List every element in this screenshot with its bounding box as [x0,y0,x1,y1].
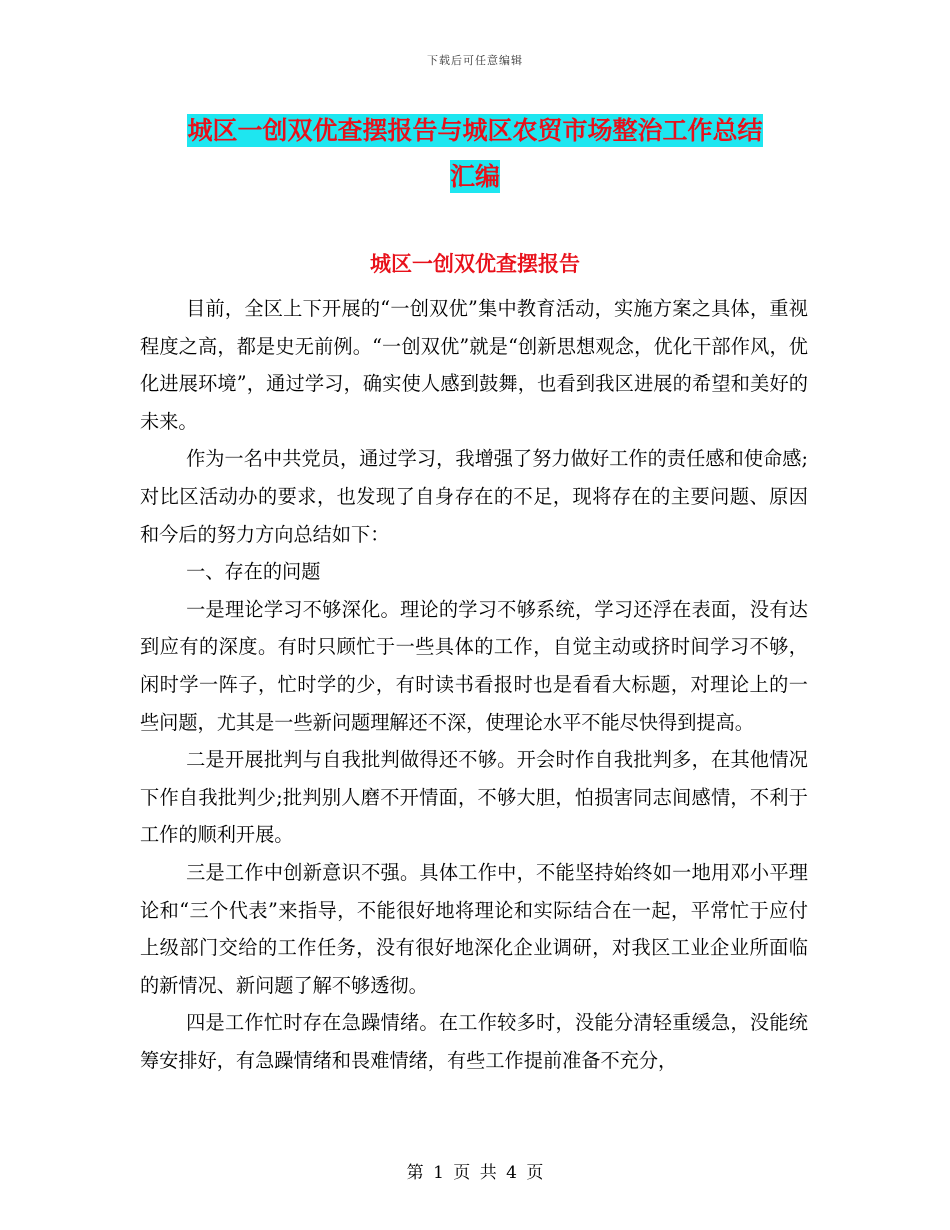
document-title [140,108,810,200]
document-body [140,290,808,1079]
paragraph-intro: 目前，全区上下开展的“一创双优”集中教育活动，实施方案之具体，重视程度之高，都是史无前例。“一创双优”就是“创新思想观念，优化干部作风，优化进展环境”，通过学习，确实使人感到鼓舞，也看到我区进展的希望和美好的未来。 [140,297,808,433]
document-title-line-2: 汇编 [449,162,500,191]
document-title-line-1: 城区一创双优查摆报告与城区农贸市场整治工作总结 [187,116,763,145]
paragraph-problem-2: 二是开展批判与自我批判做得还不够。开会时作自我批判多，在其他情况下作自我批判少;批判别人磨不开情面，不够大胆，怕损害同志间感情，不利于工作的顺利开展。 [140,748,808,847]
paragraph-problem-3: 三是工作中创新意识不强。具体工作中，不能坚持始终如一地用邓小平理论和“三个代表”来指导，不能很好地将理论和实际结合在一起，平常忙于应付上级部门交给的工作任务，没有很好地深化企业调研，对我区工业企业所面临的新情况、新问题了解不够透彻。 [140,860,808,997]
paragraph-heading-problems: 一、存在的问题 [186,560,321,584]
page-number: 第 1 页 共 4 页 [406,1163,544,1183]
section-title: 城区一创双优查摆报告 [370,251,580,276]
page-header-note: 下载后可任意编辑 [427,54,523,67]
paragraph-problem-4: 四是工作忙时存在急躁情绪。在工作较多时，没能分清轻重缓急，没能统筹安排好，有急躁情绪和畏难情绪，有些工作提前准备不充分， [140,1011,808,1072]
paragraph-purpose: 作为一名中共党员，通过学习，我增强了努力做好工作的责任感和使命感;对比区活动办的要求，也发现了自身存在的不足，现将存在的主要问题、原因和今后的努力方向总结如下： [140,447,808,546]
paragraph-problem-1: 一是理论学习不够深化。理论的学习不够系统，学习还浮在表面，没有达到应有的深度。有时只顾忙于一些具体的工作，自觉主动或挤时间学习不够，闲时学一阵子，忙时学的少，有时读书看报时也是看看大标题，对理论上的一些问题，尤其是一些新问题理解还不深，使理论水平不能尽快得到提高。 [140,597,808,734]
